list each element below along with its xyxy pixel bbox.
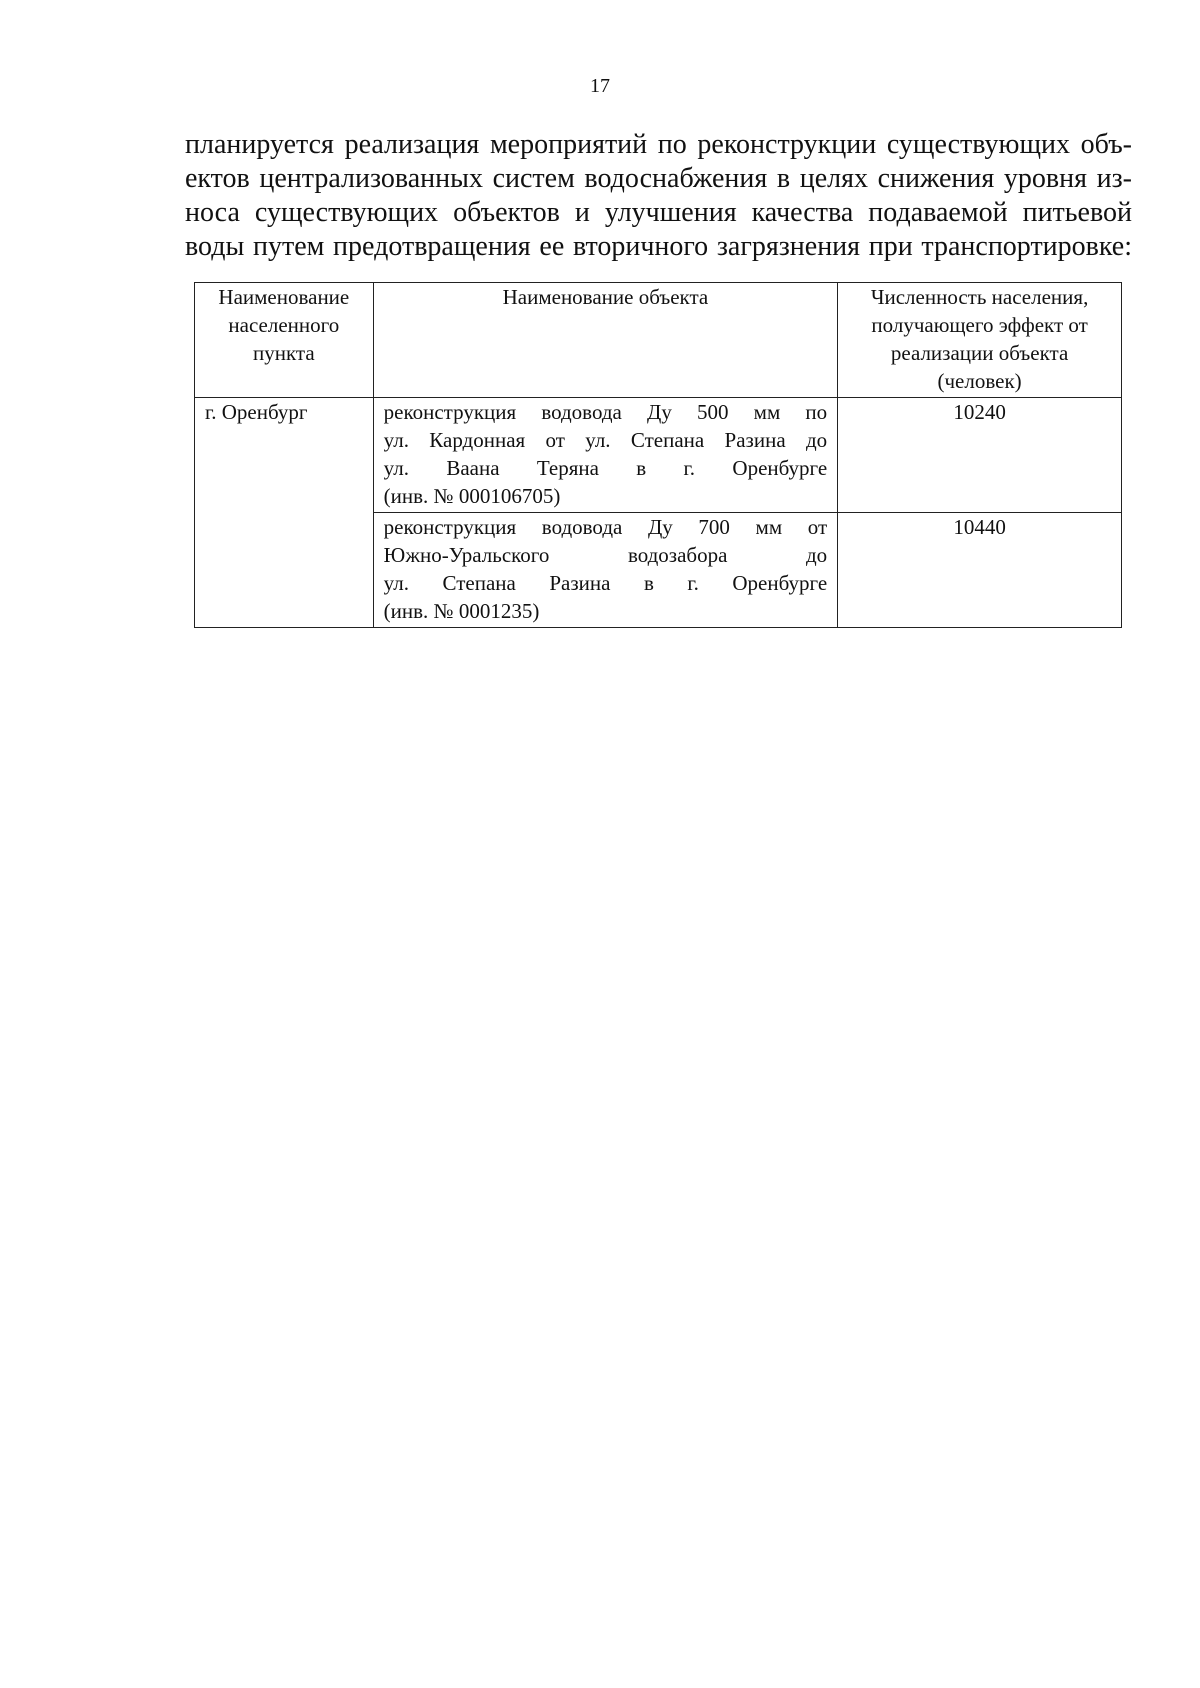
header-object (373, 283, 838, 398)
table-row (195, 398, 1122, 513)
paragraph-line: планируется реализация мероприятий по реконструкции существующих объ- (185, 129, 1132, 160)
header-line: получающего эффект от (871, 313, 1088, 337)
object-line: (инв. № 000106705) (383, 484, 561, 508)
object-line: реконструкция водовода Ду 500 мм по (383, 400, 828, 424)
objects-table (194, 282, 1122, 628)
object-line: реконструкция водовода Ду 700 мм от (383, 515, 828, 539)
page-number: 17 (590, 75, 610, 97)
object-line: ул. Ваана Теряна в г. Оренбурге (383, 456, 828, 480)
header-line: Наименование объекта (502, 285, 709, 309)
header-line: (человек) (937, 369, 1022, 393)
header-line: населенного (228, 313, 340, 337)
header-line: Численность населения, (870, 285, 1089, 309)
header-line: реализации объекта (890, 341, 1069, 365)
population-cell: 10440 (838, 513, 1122, 628)
settlement-cell: г. Оренбург (195, 398, 374, 628)
object-line: Южно-Уральского водозабора до (383, 543, 828, 567)
object-line: ул. Степана Разина в г. Оренбурге (383, 571, 828, 595)
header-settlement (195, 283, 374, 398)
paragraph-line: воды путем предотвращения ее вторичного загрязнения при транспортировке: (185, 231, 1132, 262)
paragraph-line: носа существующих объектов и улучшения качества подаваемой питьевой (185, 197, 1132, 228)
table-header-row (195, 283, 1122, 398)
object-line: (инв. № 0001235) (383, 599, 540, 623)
header-line: пункта (252, 341, 315, 365)
header-line: Наименование (218, 285, 350, 309)
object-cell (373, 398, 838, 513)
object-cell (373, 513, 838, 628)
population-cell: 10240 (838, 398, 1122, 513)
header-population (838, 283, 1122, 398)
paragraph-line: ектов централизованных систем водоснабжения в целях снижения уровня из- (185, 163, 1132, 194)
object-line: ул. Кардонная от ул. Степана Разина до (383, 428, 828, 452)
body-paragraph (185, 128, 1132, 264)
